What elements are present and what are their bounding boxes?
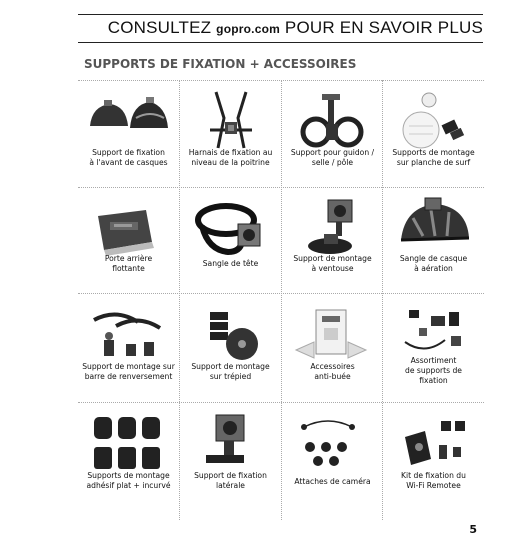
- accessory-item-side-mount: [180, 405, 281, 510]
- accessory-item-tethers: [282, 405, 383, 510]
- grid-divider: [78, 80, 484, 81]
- caption-line: Porte arrière: [104, 254, 153, 263]
- caption-line: Support de montage sur: [82, 362, 175, 371]
- caption-line: latérale: [216, 481, 245, 490]
- caption-line: de supports de: [405, 366, 462, 375]
- item-caption: [282, 254, 383, 274]
- caption-line: Supports de montage: [87, 471, 170, 480]
- item-caption: [78, 254, 179, 274]
- accessory-item-tripod: [180, 296, 281, 401]
- accessories-grid: [78, 80, 484, 520]
- accessory-item-surfboard: [383, 82, 484, 187]
- caption-line: adhésif plat + incurvé: [86, 481, 171, 490]
- caption-line: flottante: [112, 264, 145, 273]
- accessory-item-wifi-remote: [383, 405, 484, 510]
- caption-line: sur planche de surf: [396, 158, 471, 167]
- accessory-item-vented-helmet: [383, 190, 484, 295]
- camera-tethers-icon: [290, 411, 375, 481]
- caption-line: Attaches de caméra: [294, 477, 371, 486]
- caption-line: selle / pôle: [311, 158, 354, 167]
- caption-line: Sangle de tête: [202, 259, 259, 268]
- caption-line: Kit de fixation du: [401, 471, 466, 480]
- item-caption: [180, 471, 281, 491]
- header-site-link[interactable]: gopro.com: [216, 22, 280, 36]
- item-caption: [383, 254, 484, 274]
- item-caption: [180, 362, 281, 382]
- caption-line: Support de fixation: [92, 148, 165, 157]
- item-caption: [180, 148, 281, 168]
- caption-line: Support de montage: [293, 254, 372, 263]
- caption-line: à ventouse: [311, 264, 354, 273]
- header-prefix: CONSULTEZ: [107, 18, 217, 37]
- item-caption: [282, 148, 383, 168]
- caption-line: à aération: [414, 264, 453, 273]
- item-caption: [282, 362, 383, 382]
- accessory-item-suction-cup: [282, 190, 383, 295]
- accessory-item-floaty: [78, 190, 179, 295]
- caption-line: fixation: [419, 376, 448, 385]
- caption-line: sur trépied: [209, 372, 252, 381]
- item-caption: [383, 471, 484, 491]
- item-caption: [78, 471, 179, 491]
- caption-line: Accessoires: [310, 362, 355, 371]
- item-caption: [383, 356, 484, 386]
- caption-line: barre de renversement: [84, 372, 173, 381]
- accessory-item-anti-fog: [282, 296, 383, 401]
- page-header: [78, 18, 483, 38]
- grid-divider: [78, 187, 484, 188]
- header-bottom-rule: [78, 42, 483, 43]
- caption-line: Sangle de casque: [399, 254, 468, 263]
- item-caption: [282, 477, 383, 487]
- caption-line: Assortiment: [410, 356, 457, 365]
- caption-line: Support pour guidon /: [290, 148, 375, 157]
- page-number: 5: [469, 523, 477, 536]
- head-strap-icon: [188, 196, 273, 266]
- item-caption: [180, 259, 281, 269]
- header-top-rule: [78, 14, 483, 15]
- item-caption: [383, 148, 484, 168]
- accessory-item-adhesive: [78, 405, 179, 510]
- accessory-item-grab-bag: [383, 296, 484, 401]
- accessory-item-chest-harness: [180, 82, 281, 187]
- item-caption: [78, 148, 179, 168]
- caption-line: Harnais de fixation au: [188, 148, 273, 157]
- item-caption: [78, 362, 179, 382]
- accessory-item-handlebar: [282, 82, 383, 187]
- section-title: SUPPORTS DE FIXATION + ACCESSOIRES: [84, 57, 357, 71]
- caption-line: Wi-Fi Remotee: [406, 481, 461, 490]
- caption-line: à l'avant de casques: [89, 158, 168, 167]
- accessory-item-roll-bar: [78, 296, 179, 401]
- caption-line: anti-buée: [314, 372, 351, 381]
- accessory-item-head-strap: [180, 190, 281, 295]
- caption-line: Supports de montage: [392, 148, 475, 157]
- caption-line: Support de montage: [191, 362, 270, 371]
- grid-divider: [78, 402, 484, 403]
- header-suffix: POUR EN SAVOIR PLUS: [279, 18, 483, 37]
- accessory-item-helmet-front: [78, 82, 179, 187]
- caption-line: Support de fixation: [194, 471, 267, 480]
- caption-line: niveau de la poitrine: [191, 158, 270, 167]
